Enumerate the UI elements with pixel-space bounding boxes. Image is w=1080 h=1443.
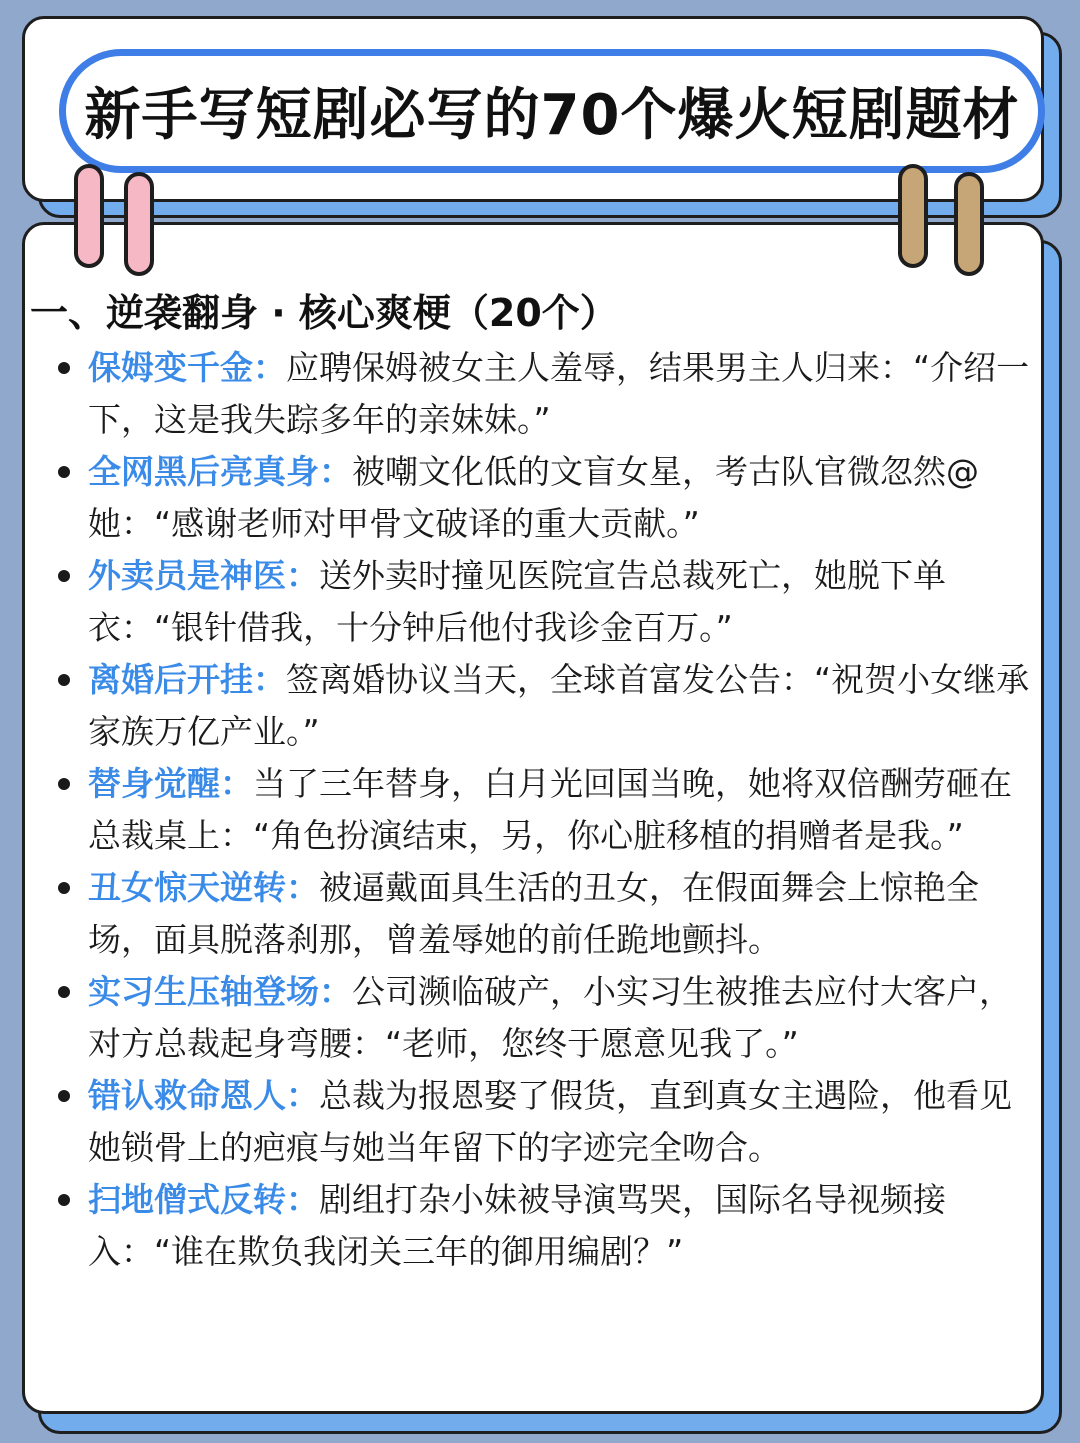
topic-title: 实习生压轴登场 xyxy=(88,972,319,1011)
binder-ring-tan-right xyxy=(954,172,984,276)
list-item xyxy=(56,550,1032,654)
list-item xyxy=(56,758,1032,862)
list-item xyxy=(56,342,1032,446)
topic-title: 扫地僧式反转 xyxy=(88,1180,286,1219)
topic-title: 外卖员是神医 xyxy=(88,556,286,595)
topic-description: 被嘲文化低的文盲女星，考古队官微忽然@她：“感谢老师对甲骨文破译的重大贡献。” xyxy=(88,452,979,543)
topic-separator: ： xyxy=(286,556,319,595)
topic-description: 应聘保姆被女主人羞辱，结果男主人归来：“介绍一下，这是我失踪多年的亲妹妹。” xyxy=(88,348,1030,439)
list-item xyxy=(56,966,1032,1070)
topic-separator: ： xyxy=(319,452,352,491)
topic-description: 被逼戴面具生活的丑女，在假面舞会上惊艳全场，面具脱落刹那，曾羞辱她的前任跪地颤抖。 xyxy=(88,868,979,959)
topic-description: 总裁为报恩娶了假货，直到真女主遇险，他看见她锁骨上的疤痕与她当年留下的字迹完全吻合。 xyxy=(88,1076,1012,1167)
list-item xyxy=(56,446,1032,550)
topic-title: 全网黑后亮真身 xyxy=(88,452,319,491)
binder-ring-pink-right xyxy=(124,172,154,276)
binder-ring-pink-left xyxy=(74,164,104,268)
list-item xyxy=(56,1174,1032,1278)
topic-title: 保姆变千金 xyxy=(88,348,253,387)
list-item xyxy=(56,654,1032,758)
topic-separator: ： xyxy=(286,1076,319,1115)
binder-ring-tan-left xyxy=(898,164,928,268)
topic-separator: ： xyxy=(286,1180,319,1219)
topic-description: 签离婚协议当天，全球首富发公告：“祝贺小女继承家族万亿产业。” xyxy=(88,660,1030,751)
section-heading: 一、逆袭翻身 · 核心爽梗（20个） xyxy=(30,291,618,335)
title-banner xyxy=(59,49,1045,173)
topic-separator: ： xyxy=(253,348,286,387)
topic-description: 公司濒临破产，小实习生被推去应付大客户，对方总裁起身弯腰：“老师，您终于愿意见我了。” xyxy=(88,972,1012,1063)
topic-description: 剧组打杂小妹被导演骂哭，国际名导视频接入：“谁在欺负我闭关三年的御用编剧？” xyxy=(88,1180,946,1271)
topic-list xyxy=(56,342,1032,1278)
topic-separator: ： xyxy=(286,868,319,907)
list-item xyxy=(56,1070,1032,1174)
list-item xyxy=(56,862,1032,966)
topic-separator: ： xyxy=(319,972,352,1011)
topic-title: 错认救命恩人 xyxy=(88,1076,286,1115)
topic-title: 离婚后开挂 xyxy=(88,660,253,699)
topic-description: 送外卖时撞见医院宣告总裁死亡，她脱下单衣：“银针借我，十分钟后他付我诊金百万。” xyxy=(88,556,946,647)
page-title: 新手写短剧必写的70个爆火短剧题材 xyxy=(84,83,1020,148)
title-card xyxy=(22,16,1044,202)
topic-separator: ： xyxy=(220,764,253,803)
topic-title: 替身觉醒 xyxy=(88,764,220,803)
topic-title: 丑女惊天逆转 xyxy=(88,868,286,907)
topic-separator: ： xyxy=(253,660,286,699)
topic-description: 当了三年替身，白月光回国当晚，她将双倍酬劳砸在总裁桌上：“角色扮演结束，另，你心脏移植的捐赠者是我。” xyxy=(88,764,1012,855)
